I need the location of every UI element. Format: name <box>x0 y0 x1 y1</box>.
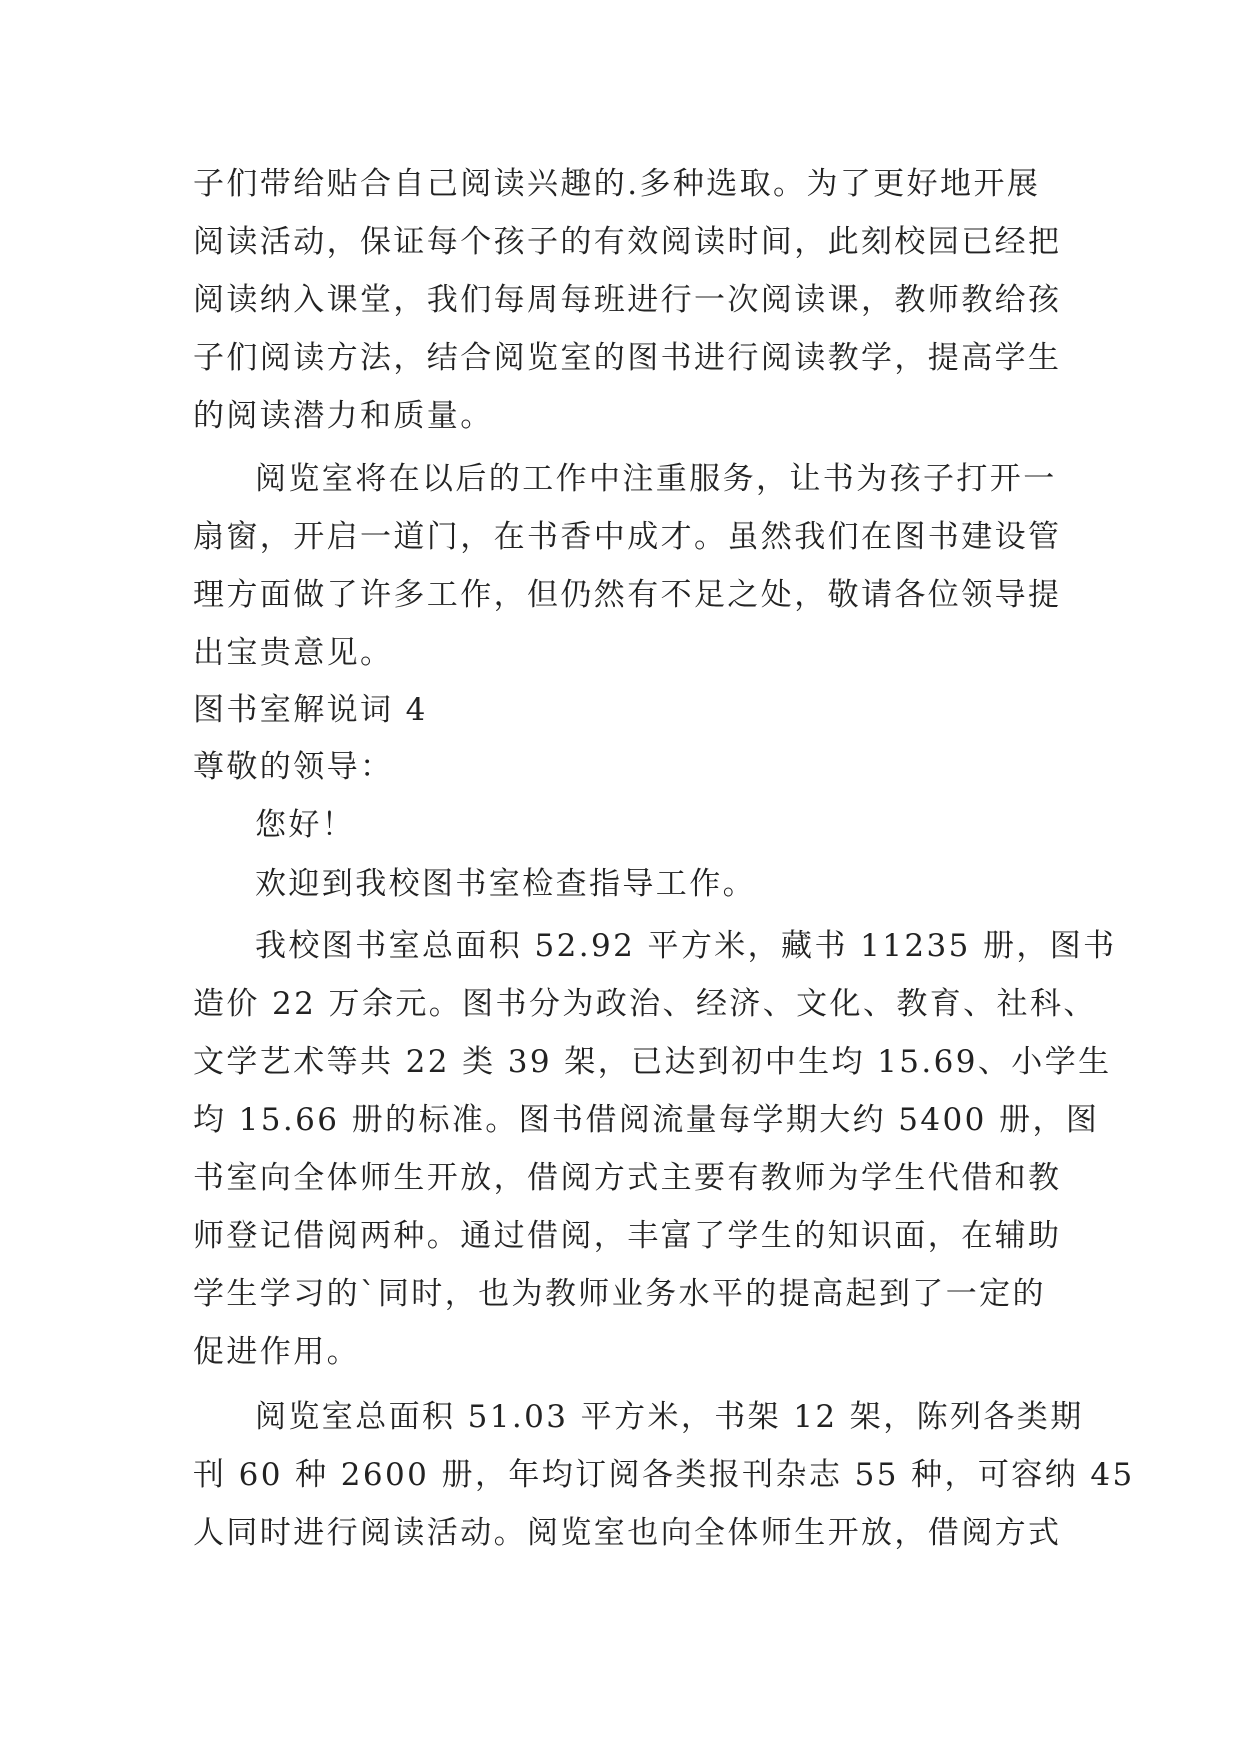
paragraph-line: 促进作用。 <box>193 1334 360 1370</box>
paragraph-line: 理方面做了许多工作，但仍然有不足之处，敬请各位领导提 <box>193 577 1062 613</box>
paragraph-line: 我校图书室总面积 52.92 平方米，藏书 11235 册，图书 <box>255 928 1117 964</box>
paragraph-line: 造价 22 万余元。图书分为政治、经济、文化、教育、社科、 <box>193 986 1097 1022</box>
paragraph-line: 阅览室总面积 51.03 平方米，书架 12 架，陈列各类期 <box>255 1399 1084 1435</box>
paragraph-line: 学生学习的`同时，也为教师业务水平的提高起到了一定的 <box>193 1276 1046 1312</box>
section-heading: 图书室解说词 4 <box>193 692 428 728</box>
paragraph-line: 欢迎到我校图书室检查指导工作。 <box>255 866 756 902</box>
paragraph-line: 阅读纳入课堂，我们每周每班进行一次阅读课，教师教给孩 <box>193 282 1062 318</box>
paragraph-line: 出宝贵意见。 <box>193 635 394 671</box>
paragraph-line: 均 15.66 册的标准。图书借阅流量每学期大约 5400 册，图 <box>193 1102 1100 1138</box>
paragraph-line: 阅读活动，保证每个孩子的有效阅读时间，此刻校园已经把 <box>193 224 1062 260</box>
paragraph-line: 子们带给贴合自己阅读兴趣的.多种选取。为了更好地开展 <box>193 166 1041 202</box>
paragraph-line: 的阅读潜力和质量。 <box>193 398 494 434</box>
salutation: 尊敬的领导： <box>193 749 394 785</box>
paragraph-line: 师登记借阅两种。通过借阅，丰富了学生的知识面，在辅助 <box>193 1218 1062 1254</box>
paragraph-line: 人同时进行阅读活动。阅览室也向全体师生开放，借阅方式 <box>193 1515 1062 1551</box>
paragraph-line: 刊 60 种 2600 册，年均订阅各类报刊杂志 55 种，可容纳 45 <box>193 1457 1135 1493</box>
paragraph-line: 扇窗，开启一道门，在书香中成才。虽然我们在图书建设管 <box>193 519 1062 555</box>
paragraph-line: 文学艺术等共 22 类 39 架，已达到初中生均 15.69、小学生 <box>193 1044 1112 1080</box>
greeting: 您好！ <box>255 807 356 843</box>
paragraph-line: 子们阅读方法，结合阅览室的图书进行阅读教学，提高学生 <box>193 340 1062 376</box>
paragraph-line: 书室向全体师生开放，借阅方式主要有教师为学生代借和教 <box>193 1160 1062 1196</box>
paragraph-line: 阅览室将在以后的工作中注重服务，让书为孩子打开一 <box>255 461 1057 497</box>
